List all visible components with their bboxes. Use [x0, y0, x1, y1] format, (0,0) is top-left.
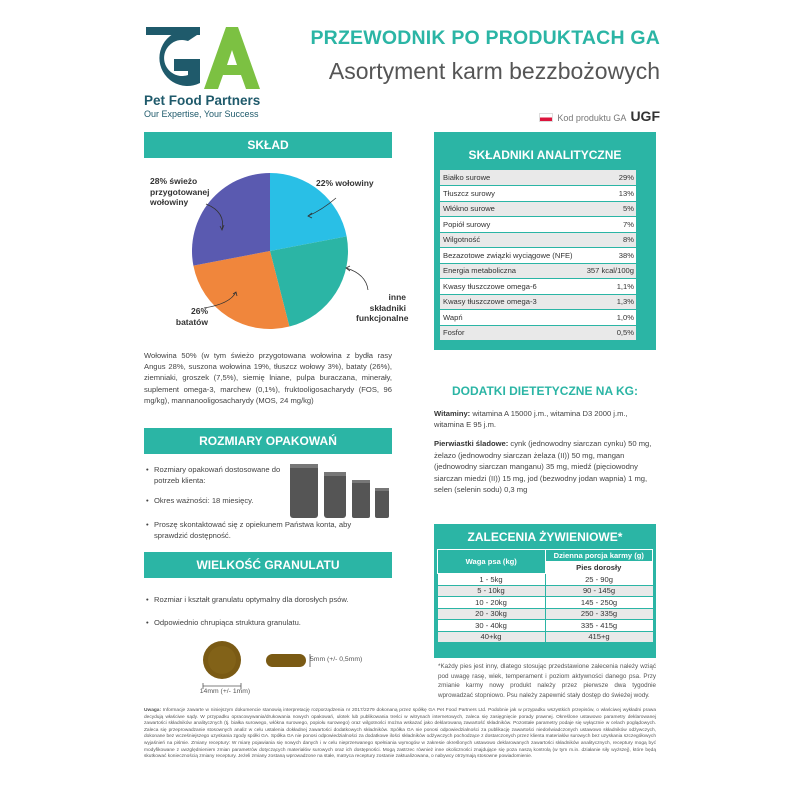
analytical-name: Białko surowe	[440, 170, 581, 186]
additives-title: DODATKI DIETETYCZNE NA KG:	[452, 384, 638, 398]
kibble-item-texture: • Odpowiednio chrupiąca struktura granulatu.	[146, 617, 396, 628]
analytical-row	[440, 232, 636, 248]
feeding-col-weight: Waga psa (kg)	[438, 550, 546, 574]
ingredients-text: Wołowina 50% (w tym świeżo przygotowana wołowina z bydła rasy Angus 28%, suszona wołowina 19%, tłuszcz wołowy 3%), bataty (26%), ziemniaki, groszek (7,5%), siemię lniane, pulpa buraczana, minerały, suplement omega-3, marchew (0,1%), fruktooligosacharydy (FOS, 96 mg/kg), mannanooligosacharydy (MOS, 24 mg/kg)	[144, 351, 392, 405]
legal-footnote	[144, 708, 656, 761]
composition-banner: SKŁAD	[144, 132, 392, 158]
analytical-name: Popiół surowy	[440, 217, 581, 233]
feeding-weight: 40+kg	[438, 631, 546, 643]
analytical-row	[440, 201, 636, 217]
footnote-text: Informacje zawarte w niniejszym dokumencie stanowią interpretację rozporządzenia nr 2017/2279 dokonaną przez spółkę GA Pet Food Partners Ltd. Podobnie jak w przypadku wszystkich przepisów, o właściwej wykładni prawa decydują właściwe sądy. W przypadku opracowywania/drukowania nowych opakowań, ulotek lub publikowania treści w witrynach internetowych, zaleca się zasięgnięcie porady prawnej. Określone ustawowo parametry deklarowanej zawartości składników analitycznych (tj. białka surowego, włókna surowego, popiołu surowego) oraz wilgotności można wskazać jako deklarowaną zawartość składników. Pozostałe parametry podaje się wyłącznie w celach poglądowych. Zaleca się przeprowadzanie stosownych analiz w celu ustalenia dokładnej zawartości dodatkowych składników. Spółka GA nie ponosi odpowiedzialności za publikację zawartości niedoświadczonych ustawowo składników odżywczych, dokonane bez wcześniejszego uzyskania zgody spółki GA. Spółka GA nie ponosi odpowiedzialności za dodatkowe ilości składników odżywczych pochodzące z dostarczonych przez klienta materiałów surowych bez uzyskania szczegółowych wyjaśnień na piśmie. Zmiany receptury: W miarę pojawiania się nowych danych i w celu nieprzerwanego spełniania wymogów w zakresie określonych ustawowo deklarowanych zawartości składników analitycznych, receptury mogą być modyfikowane z uwzględnieniem zmian parametrów dotyczących materiałów surowych oraz ich dostępności. Mogą zastrzec również inne okoliczności znajdujące się poza naszą kontrolą (w tym m.in. działanie siły wyższej), które będą skutkować koniecznością zmiany receptury. Jeżeli zmiany zostaną wprowadzone na stałe, matryca receptury zostanie zaktualizowana, o nabywcy otrzymają stosowne powiadomienie.	[144, 708, 656, 760]
analytical-value: 29%	[581, 170, 636, 186]
feeding-weight: 20 - 30kg	[438, 608, 546, 620]
brand-tagline: Our Expertise, Your Success	[144, 109, 259, 119]
analytical-row	[440, 186, 636, 202]
analytical-row	[440, 294, 636, 310]
feeding-portion: 335 - 415g	[545, 620, 653, 632]
feeding-col-portion: Dzienna porcja karmy (g)	[545, 550, 653, 562]
feeding-portion: 250 - 335g	[545, 608, 653, 620]
pie-label-other: inne składniki funkcjonalne	[356, 292, 409, 323]
feeding-table	[437, 549, 653, 643]
feeding-portion: 90 - 145g	[545, 585, 653, 597]
analytical-value: 5%	[581, 201, 636, 217]
poland-flag-icon	[539, 113, 553, 122]
pie-label-beef: 22% wołowiny	[316, 178, 374, 188]
analytical-row	[440, 217, 636, 233]
analytical-value: 357 kcal/100g	[581, 263, 636, 279]
footnote-label: Uwaga:	[144, 708, 162, 713]
analytical-value: 1,3%	[581, 294, 636, 310]
ga-logo-mark	[142, 25, 260, 91]
packaging-list	[146, 464, 286, 515]
feeding-row	[438, 585, 653, 597]
analytical-name: Kwasy tłuszczowe omega-6	[440, 279, 581, 295]
kibble-item-size: • Rozmiar i kształt granulatu optymalny dla dorosłych psów.	[146, 594, 396, 605]
feeding-portion: 25 - 90g	[545, 574, 653, 586]
brand-name: Pet Food Partners	[144, 93, 261, 108]
feeding-row	[438, 574, 653, 586]
minerals-text	[434, 438, 656, 496]
feeding-portion: 415+g	[545, 631, 653, 643]
pie-label-sweet-potato: 26% batatów	[175, 306, 208, 327]
analytical-name: Fosfor	[440, 325, 581, 341]
feeding-weight: 30 - 40kg	[438, 620, 546, 632]
vitamins-text	[434, 408, 656, 430]
analytical-title: SKŁADNIKI ANALITYCZNE	[468, 148, 622, 162]
packaging-list-contact	[146, 519, 386, 550]
product-code: UGF	[630, 108, 660, 124]
packaging-banner: ROZMIARY OPAKOWAŃ	[144, 428, 392, 454]
vitamins-value: witamina A 15000 j.m., witamina D3 2000 j.m., witamina E 95 j.m.	[434, 409, 628, 430]
analytical-name: Kwasy tłuszczowe omega-3	[440, 294, 581, 310]
kibble-banner: WIELKOŚĆ GRANULATU	[144, 552, 392, 578]
analytical-row	[440, 170, 636, 186]
analytical-name: Włókno surowe	[440, 201, 581, 217]
feeding-title: ZALECENIA ŻYWIENIOWE*	[467, 530, 623, 544]
analytical-row	[440, 248, 636, 264]
feeding-row	[438, 597, 653, 609]
minerals-value: cynk (jednowodny siarczan cynku) 50 mg, żelazo (jednowodny siarczan żelaza (II)) 50 mg, mangan (jednowodny siarczan manganu) 35 mg, miedź (pięciowodny siarczan miedzi (II)) 15 mg, jod (bezwodny jodan wapnia) 1 mg, selen (selenin sodu) 0,3 mg	[434, 439, 652, 494]
packaging-item-contact: • Proszę skontaktować się z opiekunem Państwa konta, aby sprawdzić dostępność.	[146, 519, 386, 541]
minerals-label: Pierwiastki śladowe:	[434, 439, 509, 448]
bags-icon	[288, 462, 392, 520]
analytical-row	[440, 279, 636, 295]
pie-leader-lines	[140, 170, 400, 340]
analytical-value: 8%	[581, 232, 636, 248]
feeding-weight: 1 - 5kg	[438, 574, 546, 586]
kibble-list	[146, 594, 396, 637]
product-code-row	[480, 108, 660, 124]
analytical-name: Wapń	[440, 310, 581, 326]
feeding-row	[438, 608, 653, 620]
feeding-row	[438, 620, 653, 632]
packaging-item-sizes: • Rozmiary opakowań dostosowane do potrzeb klienta:	[146, 464, 286, 486]
analytical-table	[440, 170, 636, 341]
vitamins-label: Witaminy:	[434, 409, 471, 418]
feeding-col-adult: Pies dorosły	[545, 562, 653, 574]
analytical-row	[440, 325, 636, 341]
analytical-value: 1,0%	[581, 310, 636, 326]
pie-label-fresh-beef: 28% świeżo przygotowanej wołowiny	[150, 176, 210, 207]
page-title: PRZEWODNIK PO PRODUKTACH GA	[310, 27, 660, 49]
feeding-weight: 5 - 10kg	[438, 585, 546, 597]
analytical-row	[440, 310, 636, 326]
feeding-weight: 10 - 20kg	[438, 597, 546, 609]
analytical-value: 1,1%	[581, 279, 636, 295]
packaging-item-shelf-life: • Okres ważności: 18 miesięcy.	[146, 495, 286, 506]
analytical-name: Tłuszcz surowy	[440, 186, 581, 202]
feeding-portion: 145 - 250g	[545, 597, 653, 609]
analytical-name: Energia metaboliczna	[440, 263, 581, 279]
analytical-row	[440, 263, 636, 279]
kibble-height: 5mm (+/- 0,5mm)	[310, 656, 363, 663]
analytical-name: Bezazotowe związki wyciągowe (NFE)	[440, 248, 581, 264]
analytical-value: 7%	[581, 217, 636, 233]
feeding-note: *Każdy pies jest inny, dlatego stosując przedstawione zalecenia należy wziąć pod uwagę rasę, wiek, temperament i poziom aktywności danego psa. Przy zmianie karmy nowy produkt należy przez pierwsze dwa tygodnie wprowadzać stopniowo. Psu należy zapewnić stały dostęp do świeżej wody.	[438, 663, 656, 699]
analytical-value: 0,5%	[581, 325, 636, 341]
analytical-name: Wilgotność	[440, 232, 581, 248]
page-subtitle: Asortyment karm bezzbożowych	[328, 58, 660, 84]
feeding-row	[438, 631, 653, 643]
product-code-label: Kod produktu GA	[557, 113, 627, 123]
analytical-value: 38%	[581, 248, 636, 264]
ga-logo	[142, 25, 272, 125]
kibble-diameter: 14mm (+/- 1mm)	[199, 688, 251, 695]
analytical-value: 13%	[581, 186, 636, 202]
